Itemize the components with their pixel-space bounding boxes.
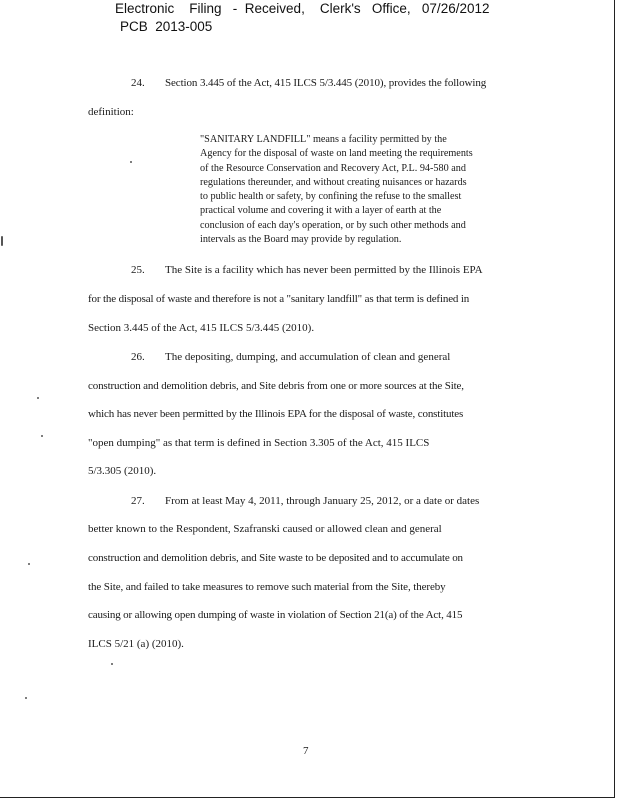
block-quote-line: "SANITARY LANDFILL" means a facility permitted by the xyxy=(200,134,447,145)
scan-speck xyxy=(1,236,3,246)
paragraph-line: Section 3.445 of the Act, 415 ILCS 5/3.445 (2010), provides the following xyxy=(165,77,487,89)
filing-stamp xyxy=(115,0,490,72)
page-edge-right xyxy=(614,0,615,798)
scan-speck xyxy=(37,397,39,399)
paragraph-line: construction and demolition debris, and Site debris from one or more sources at the Site, xyxy=(88,380,464,392)
scan-speck xyxy=(41,435,43,437)
paragraph-number: 26. xyxy=(131,351,145,363)
paragraph-number: 24. xyxy=(131,77,145,89)
block-quote-line: to public health or safety, by confining the refuse to the smallest xyxy=(200,191,462,203)
paragraph-line: causing or allowing open dumping of waste in violation of Section 21(a) of the Act, 415 xyxy=(88,609,463,621)
scan-speck xyxy=(28,563,30,565)
scan-speck xyxy=(111,663,113,665)
page-number: 7 xyxy=(303,745,309,757)
scan-speck xyxy=(130,161,132,163)
paragraph-line: definition: xyxy=(88,106,134,118)
paragraph-number: 25. xyxy=(131,264,145,276)
filing-stamp-line-1: Electronic Filing - Received, Clerk's Office, 07/26/2012 xyxy=(115,1,490,16)
block-quote-line: conclusion of each day's operation, or by such other methods and xyxy=(200,219,466,231)
paragraph-line: for the disposal of waste and therefore is not a "sanitary landfill" as that term is defined in xyxy=(88,293,470,305)
block-quote-definition xyxy=(200,133,522,247)
paragraph-line: ILCS 5/21 (a) (2010). xyxy=(88,638,184,650)
paragraph-line: The depositing, dumping, and accumulation of clean and general xyxy=(165,351,451,363)
paragraph-line: Section 3.445 of the Act, 415 ILCS 5/3.445 (2010). xyxy=(88,322,315,334)
paragraph-line: 5/3.305 (2010). xyxy=(88,465,157,477)
block-quote-line: intervals as the Board may provide by regulation. xyxy=(200,234,402,246)
paragraph-line: "open dumping" as that term is defined in Section 3.305 of the Act, 415 ILCS xyxy=(88,437,430,449)
paragraph-line: The Site is a facility which has never been permitted by the Illinois EPA xyxy=(165,264,483,276)
block-quote-line: Agency for the disposal of waste on land meeting the requirements xyxy=(200,148,473,160)
block-quote-line: regulations thereunder, and without creating nuisances or hazards xyxy=(200,176,467,188)
paragraph-line: From at least May 4, 2011, through January 25, 2012, or a date or dates xyxy=(165,495,480,507)
filing-stamp-line-2: PCB 2013-005 xyxy=(120,19,213,34)
paragraph-line: better known to the Respondent, Szafranski caused or allowed clean and general xyxy=(88,523,442,535)
page-edge-bottom xyxy=(0,797,615,798)
block-quote-line: practical volume and covering it with a layer of earth at the xyxy=(200,205,442,217)
paragraph-line: which has never been permitted by the Illinois EPA for the disposal of waste, constitutes xyxy=(88,408,464,420)
paragraph-number: 27. xyxy=(131,495,145,507)
block-quote-line: of the Resource Conservation and Recovery Act, P.L. 94-580 and xyxy=(200,162,466,174)
paragraph-line: construction and demolition debris, and Site waste to be deposited and to accumulate on xyxy=(88,552,463,564)
scan-speck xyxy=(25,697,27,699)
paragraph-line: the Site, and failed to take measures to remove such material from the Site, thereby xyxy=(88,581,446,593)
